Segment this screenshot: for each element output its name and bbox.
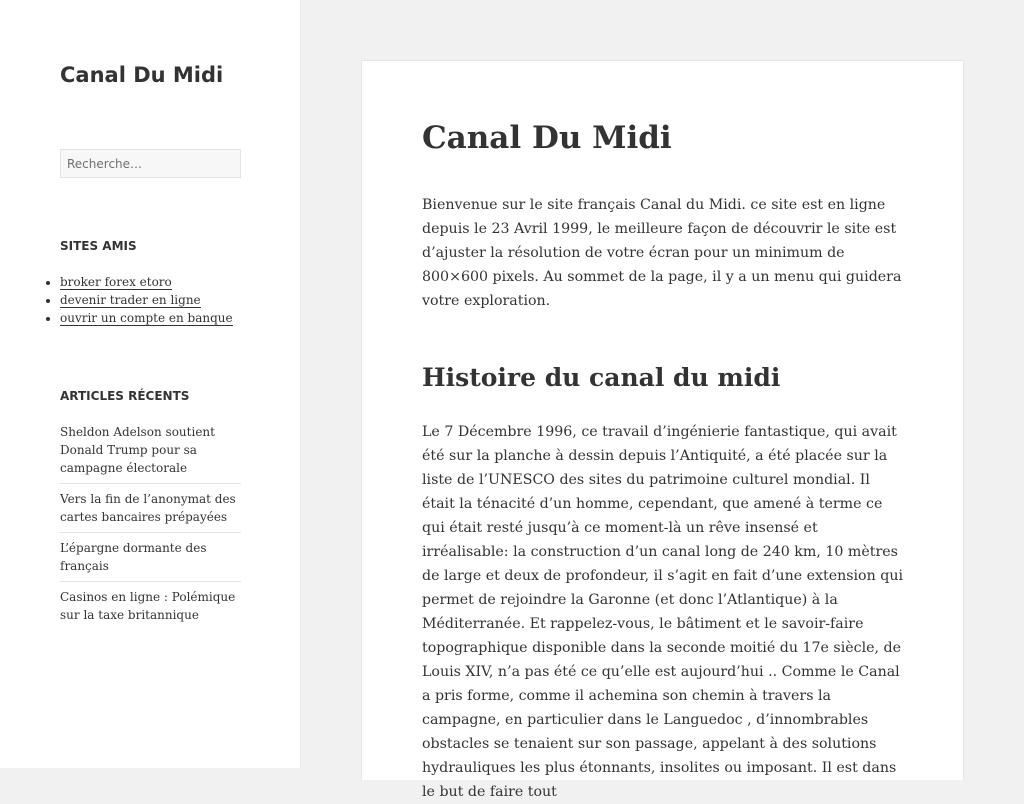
recent-article-link[interactable]: L’épargne dormante des français — [60, 541, 207, 573]
site-title[interactable]: Canal Du Midi — [60, 63, 224, 87]
recent-article-link[interactable]: Casinos en ligne : Polémique sur la taxe britannique — [60, 590, 236, 622]
intro-paragraph: Bienvenue sur le site français Canal du Midi. ce site est en ligne depuis le 23 Avril 1999, le meilleure façon de découvrir le site est d’ajuster la résolution de votre écran pour un minimum de 800×600 pixels. Au sommet de la page, il y a un menu qui guidera votre exploration. — [422, 197, 902, 309]
link-broker-forex-etoro[interactable]: broker forex etoro — [60, 275, 172, 289]
widget-title-sites-amis: SITES AMIS — [60, 239, 137, 253]
recent-articles-list — [60, 423, 241, 636]
list-item — [60, 539, 241, 582]
page-title: Canal Du Midi — [422, 120, 672, 156]
list-item — [60, 490, 241, 533]
main-content — [361, 60, 964, 800]
list-item — [60, 588, 241, 630]
list-item — [60, 291, 260, 309]
link-ouvrir-un-compte-en-banque[interactable]: ouvrir un compte en banque — [60, 311, 233, 325]
recent-article-link[interactable]: Sheldon Adelson soutient Donald Trump pour sa campagne électorale — [60, 425, 215, 475]
list-item — [60, 273, 260, 291]
list-item — [60, 309, 260, 327]
list-item — [60, 423, 241, 484]
histoire-paragraph: Le 7 Décembre 1996, ce travail d’ingénierie fantastique, qui avait été sur la planche à dessin depuis l’Antiquité, a été placée sur la liste de l’UNESCO des sites du patrimoine culturel mondial. Il était la ténacité d’un homme, cependant, que amené à terme ce qui était resté jusqu’à ce moment-là un rêve insensé et irréalisable: la construction d’un canal long de 240 km, 10 mètres de large et deux de profondeur, il s’agit en fait d’une extension qui permet de rejoindre la Garonne (et donc l’Atlantique) à la Méditerranée. Et rappelez-vous, le bâtiment et le savoir-faire topographique disponible dans la seconde moitié du 17e siècle, de Louis XIV, n’a pas été ce qu’elle est aujourd’hui .. Comme le Canal a pris forme, comme il achemina son chemin à travers la campagne, en particulier dans le Languedoc , d’innombrables obstacles se tenaient sur son passage, appelant à des solutions hydrauliques les plus étonnants, insolites ou imposant. Il est dans le but de faire tout — [422, 424, 904, 800]
widget-title-articles-recents: ARTICLES RÉCENTS — [60, 389, 190, 403]
section-title: Histoire du canal du midi — [422, 363, 781, 392]
recent-article-link[interactable]: Vers la fin de l’anonymat des cartes bancaires prépayées — [60, 492, 236, 524]
sites-amis-list — [60, 273, 260, 327]
link-devenir-trader-en-ligne[interactable]: devenir trader en ligne — [60, 293, 201, 307]
search-input[interactable] — [60, 149, 241, 178]
sidebar — [0, 0, 301, 768]
